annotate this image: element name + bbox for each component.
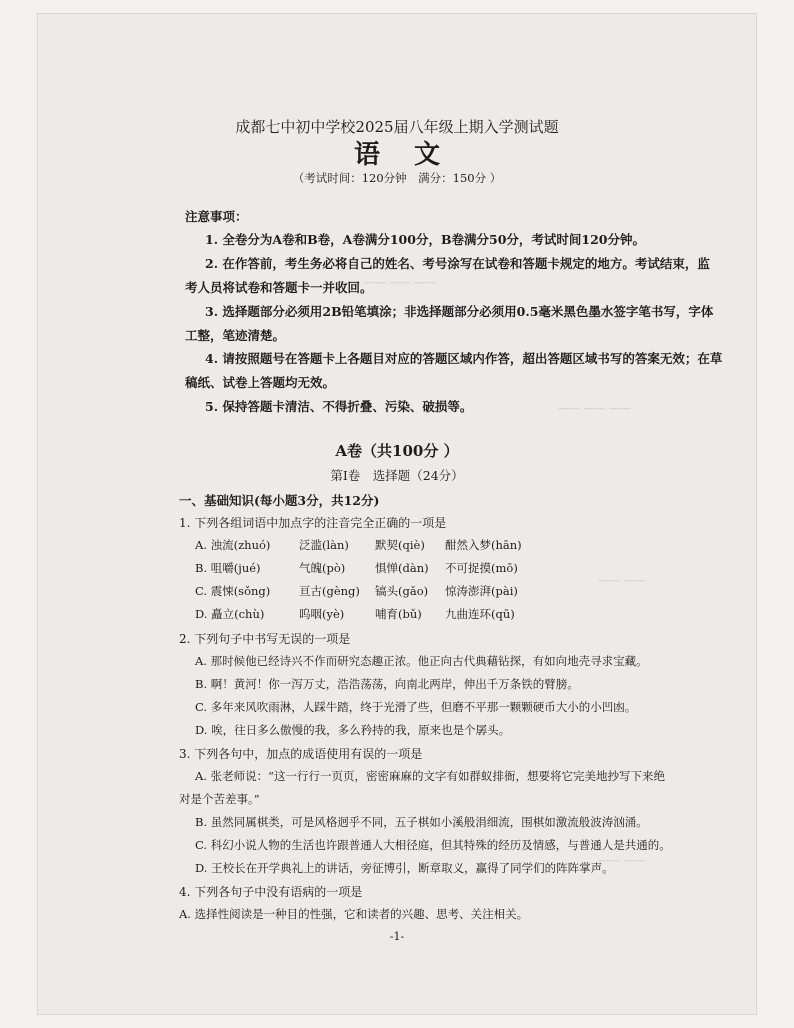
answer-option: 不可捉摸(mō)	[445, 561, 518, 575]
answer-option: B. 咀嚼(jué)	[195, 561, 261, 575]
answer-option: A. 选择性阅读是一种目的性强，它和读者的兴趣、思考、关注相关。	[179, 907, 529, 921]
section-title: A卷（共100分 ）	[335, 442, 459, 460]
question-stem: 1. 下列各组词语中加点字的注音完全正确的一项是	[179, 516, 447, 530]
answer-option: 默契(qiè)	[375, 538, 425, 552]
answer-option: 呜咽(yè)	[299, 607, 345, 621]
notice-line: 工整，笔迹清楚。	[185, 328, 286, 343]
answer-option: A. 那时候他已经诗兴不作而研究态趣正浓。他正向古代典藉钻探，有如向地壳寻求宝藏。	[195, 654, 648, 668]
exam-title: 成都七中初中学校2025届八年级上期入学测试题	[235, 118, 559, 136]
notice-line: 3. 选择题部分必须用2B铅笔填涂；非选择题部分必须用0.5毫米黑色墨水签字笔书写，字体	[205, 304, 714, 319]
answer-option: 对是个苦差事。”	[179, 792, 260, 806]
answer-option: 哺育(bǔ)	[375, 607, 422, 621]
show-through-text: —— ——	[598, 854, 646, 867]
exam-page	[38, 14, 756, 1014]
page-number: -1-	[389, 930, 405, 943]
answer-option: 泛滥(làn)	[299, 538, 349, 552]
answer-option: C. 多年来风吹雨淋，人踩牛踏，终于光滑了些，但磨不平那一颗颗硬币大小的小凹凼。	[195, 700, 637, 714]
answer-option: A. 浊流(zhuó)	[195, 538, 271, 552]
answer-option: D. 矗立(chù)	[195, 607, 265, 621]
part-heading: 一、基础知识(每小题3分，共12分)	[179, 493, 380, 508]
question-stem: 2. 下列句子中书写无误的一项是	[179, 632, 351, 646]
notice-line: 5. 保持答题卡清洁、不得折叠、污染、破损等。	[205, 399, 473, 414]
show-through-text: —— —— —— ——	[338, 276, 437, 289]
answer-option: C. 科幻小说人物的生活也许跟普通人大相径庭，但其特殊的经历及情感，与普通人是共通的。	[195, 838, 671, 852]
notice-line: 1. 全卷分为A卷和B卷，A卷满分100分，B卷满分50分，考试时间120分钟。	[205, 232, 646, 247]
answer-option: 九曲连环(qū)	[445, 607, 515, 621]
notice-line: 稿纸、试卷上答题均无效。	[185, 375, 336, 390]
question-stem: 3. 下列各句中，加点的成语使用有误的一项是	[179, 747, 423, 761]
answer-option: 镐头(gǎo)	[375, 584, 429, 598]
exam-info: （考试时间：120分钟 满分：150分 ）	[292, 171, 502, 185]
answer-option: 气魄(pò)	[299, 561, 346, 575]
answer-option: B. 虽然同属棋类，可是风格迥乎不同，五子棋如小溪般涓细流，围棋如激流般波涛汹涌。	[195, 815, 648, 829]
subject-title: 语文	[353, 140, 474, 170]
answer-option: D. 王校长在开学典礼上的讲话，旁征博引，断章取义，赢得了同学们的阵阵掌声。	[195, 861, 614, 875]
answer-option: 酣然入梦(hān)	[445, 538, 522, 552]
answer-option: 亘古(gèng)	[299, 584, 360, 598]
notice-line: 考人员将试卷和答题卡一并收回。	[185, 280, 373, 295]
notice-line: 4. 请按照题号在答题卡上各题目对应的答题区域内作答，超出答题区域书写的答案无效；在草	[205, 351, 723, 366]
notice-line: 2. 在作答前，考生务必将自己的姓名、考号涂写在试卷和答题卡规定的地方。考试结束，监	[205, 256, 710, 271]
answer-option: C. 震悚(sǒng)	[195, 584, 271, 598]
section-subtitle: 第Ⅰ卷 选择题（24分）	[330, 468, 464, 483]
answer-option: B. 啊！黄河！你一泻万丈，浩浩荡荡，向南北两岸，伸出千万条铁的臂膀。	[195, 677, 579, 691]
answer-option: 惊涛澎湃(pài)	[445, 584, 518, 598]
notice-heading: 注意事项：	[185, 209, 248, 224]
question-stem: 4. 下列各句子中没有语病的一项是	[179, 885, 363, 899]
show-through-text: —— —— ——	[558, 402, 631, 415]
answer-option: 惧惮(dàn)	[375, 561, 429, 575]
answer-option: D. 唉，往日多么傲慢的我，多么矜持的我，原来也是个孱头。	[195, 723, 511, 737]
answer-option: A. 张老师说：“这一行行一页页，密密麻麻的文字有如群蚁排衙，想要将它完美地抄写下来绝	[195, 769, 665, 783]
show-through-text: —— ——	[598, 574, 646, 587]
